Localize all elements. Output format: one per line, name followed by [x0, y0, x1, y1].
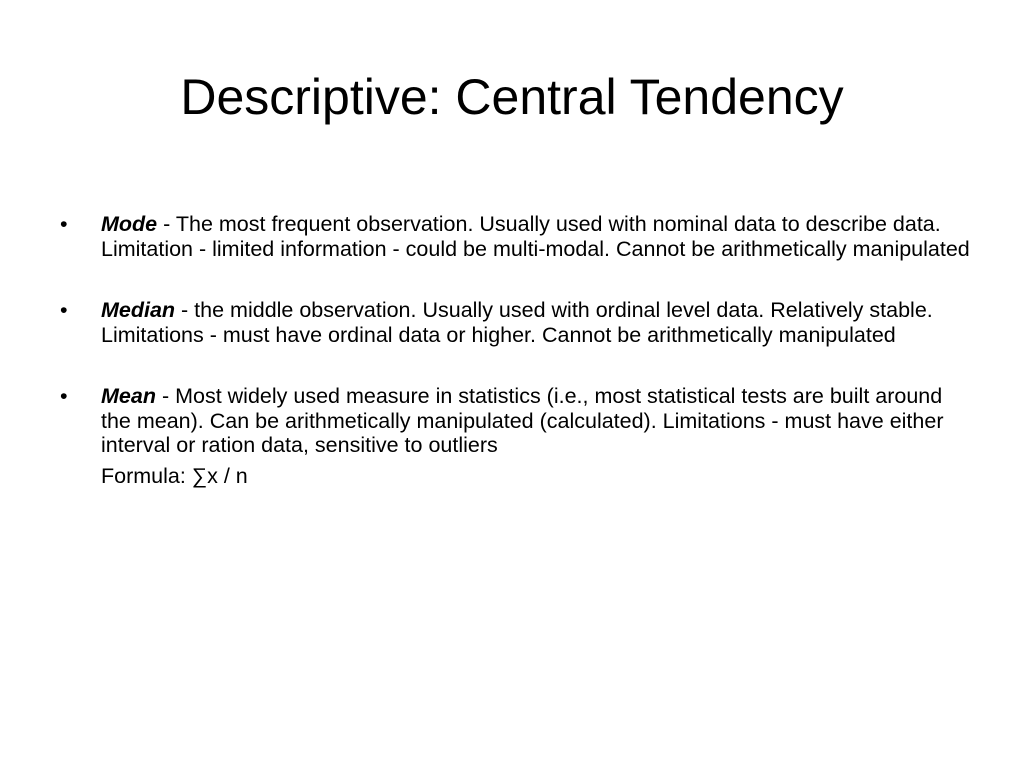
bullet-item-median [60, 298, 970, 347]
definition-mean: - Most widely used measure in statistics (i.e., most statistical tests are built around the mean). Can be arithmetically manipulated (calculated). Limitations - must have either interval or ration data, sensitive to outliers [101, 384, 944, 457]
bullet-marker: • [60, 298, 68, 322]
definition-median: - the middle observation. Usually used with ordinal level data. Relatively stable. Limitations - must have ordinal data or higher. Cannot be arithmetically manipulated [101, 298, 933, 347]
bullet-list [60, 212, 970, 525]
bullet-marker: • [60, 212, 68, 236]
bullet-item-mode [60, 212, 970, 261]
bullet-marker: • [60, 384, 68, 408]
slide-title: Descriptive: Central Tendency [180, 69, 844, 125]
term-mean: Mean [101, 384, 156, 408]
term-mode: Mode [101, 212, 158, 236]
definition-mode: - The most frequent observation. Usually used with nominal data to describe data. Limitation - limited information - could be multi-modal. Cannot be arithmetically manipulated [101, 212, 970, 261]
mean-formula: Formula: ∑x / n [101, 463, 248, 488]
term-median: Median [101, 298, 176, 322]
bullet-item-mean [60, 384, 970, 488]
